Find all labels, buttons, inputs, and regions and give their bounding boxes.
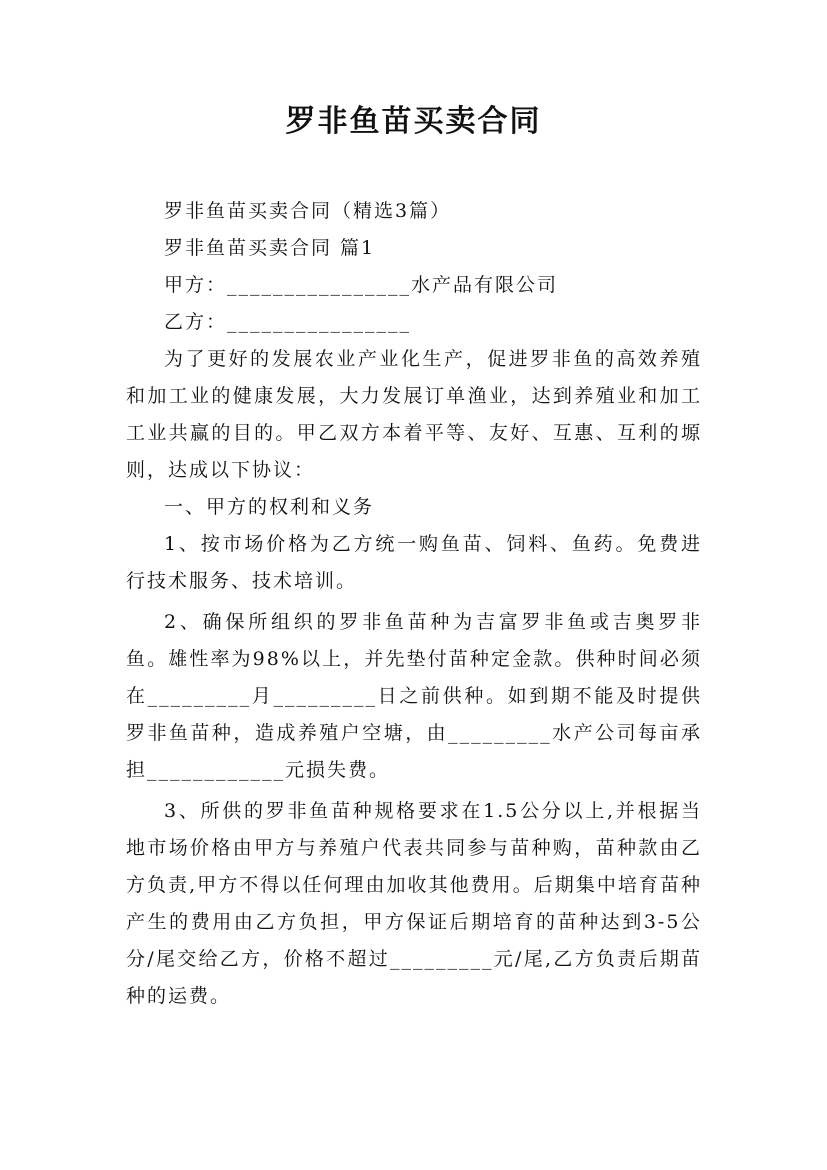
paragraph-party-a: 甲方：________________水产品有限公司 [164,274,559,296]
paragraph-party-b: 乙方：________________ [164,311,412,333]
paragraph-clause-1: 1、按市场价格为乙方统一购鱼苗、饲料、鱼药。免费进行技术服务、技术培训。 [126,533,702,592]
paragraph-clause-3: 3、所供的罗非鱼苗种规格要求在1.5公分以上,并根据当地市场价格由甲方与养殖户代表共同参与苗种购，苗种款由乙方负责,甲方不得以任何理由加收其他费用。后期集中培育苗种产生的费用由乙方负担，甲方保证后期培育的苗种达到3-5公分/尾交给乙方，价格不超过_________元/尾,乙方负责后期苗种的运费。 [126,800,702,1007]
paragraph-clause-2: 2、确保所组织的罗非鱼苗种为吉富罗非鱼或吉奥罗非鱼。雄性率为98%以上，并先垫付苗种定金款。供种时间必须在_________月_________日之前供种。如到期不能及时提供罗非鱼苗种，造成养殖户空塘，由_________水产公司每亩承担____________元损失费。 [126,611,702,781]
paragraph-section-heading: 一、甲方的权利和义务 [164,496,375,518]
paragraph-part-heading: 罗非鱼苗买卖合同 篇1 [164,237,376,259]
paragraph-preamble: 为了更好的发展农业产业化生产，促进罗非鱼的高效养殖和加工业的健康发展，大力发展订单渔业，达到养殖业和加工工业共赢的目的。甲乙双方本着平等、友好、互惠、互利的塬则，达成以下协议： [126,348,702,481]
paragraph-subtitle: 罗非鱼苗买卖合同（精选3篇） [164,200,452,222]
document-title: 罗非鱼苗买卖合同 [285,104,542,139]
document-body [126,193,702,1015]
